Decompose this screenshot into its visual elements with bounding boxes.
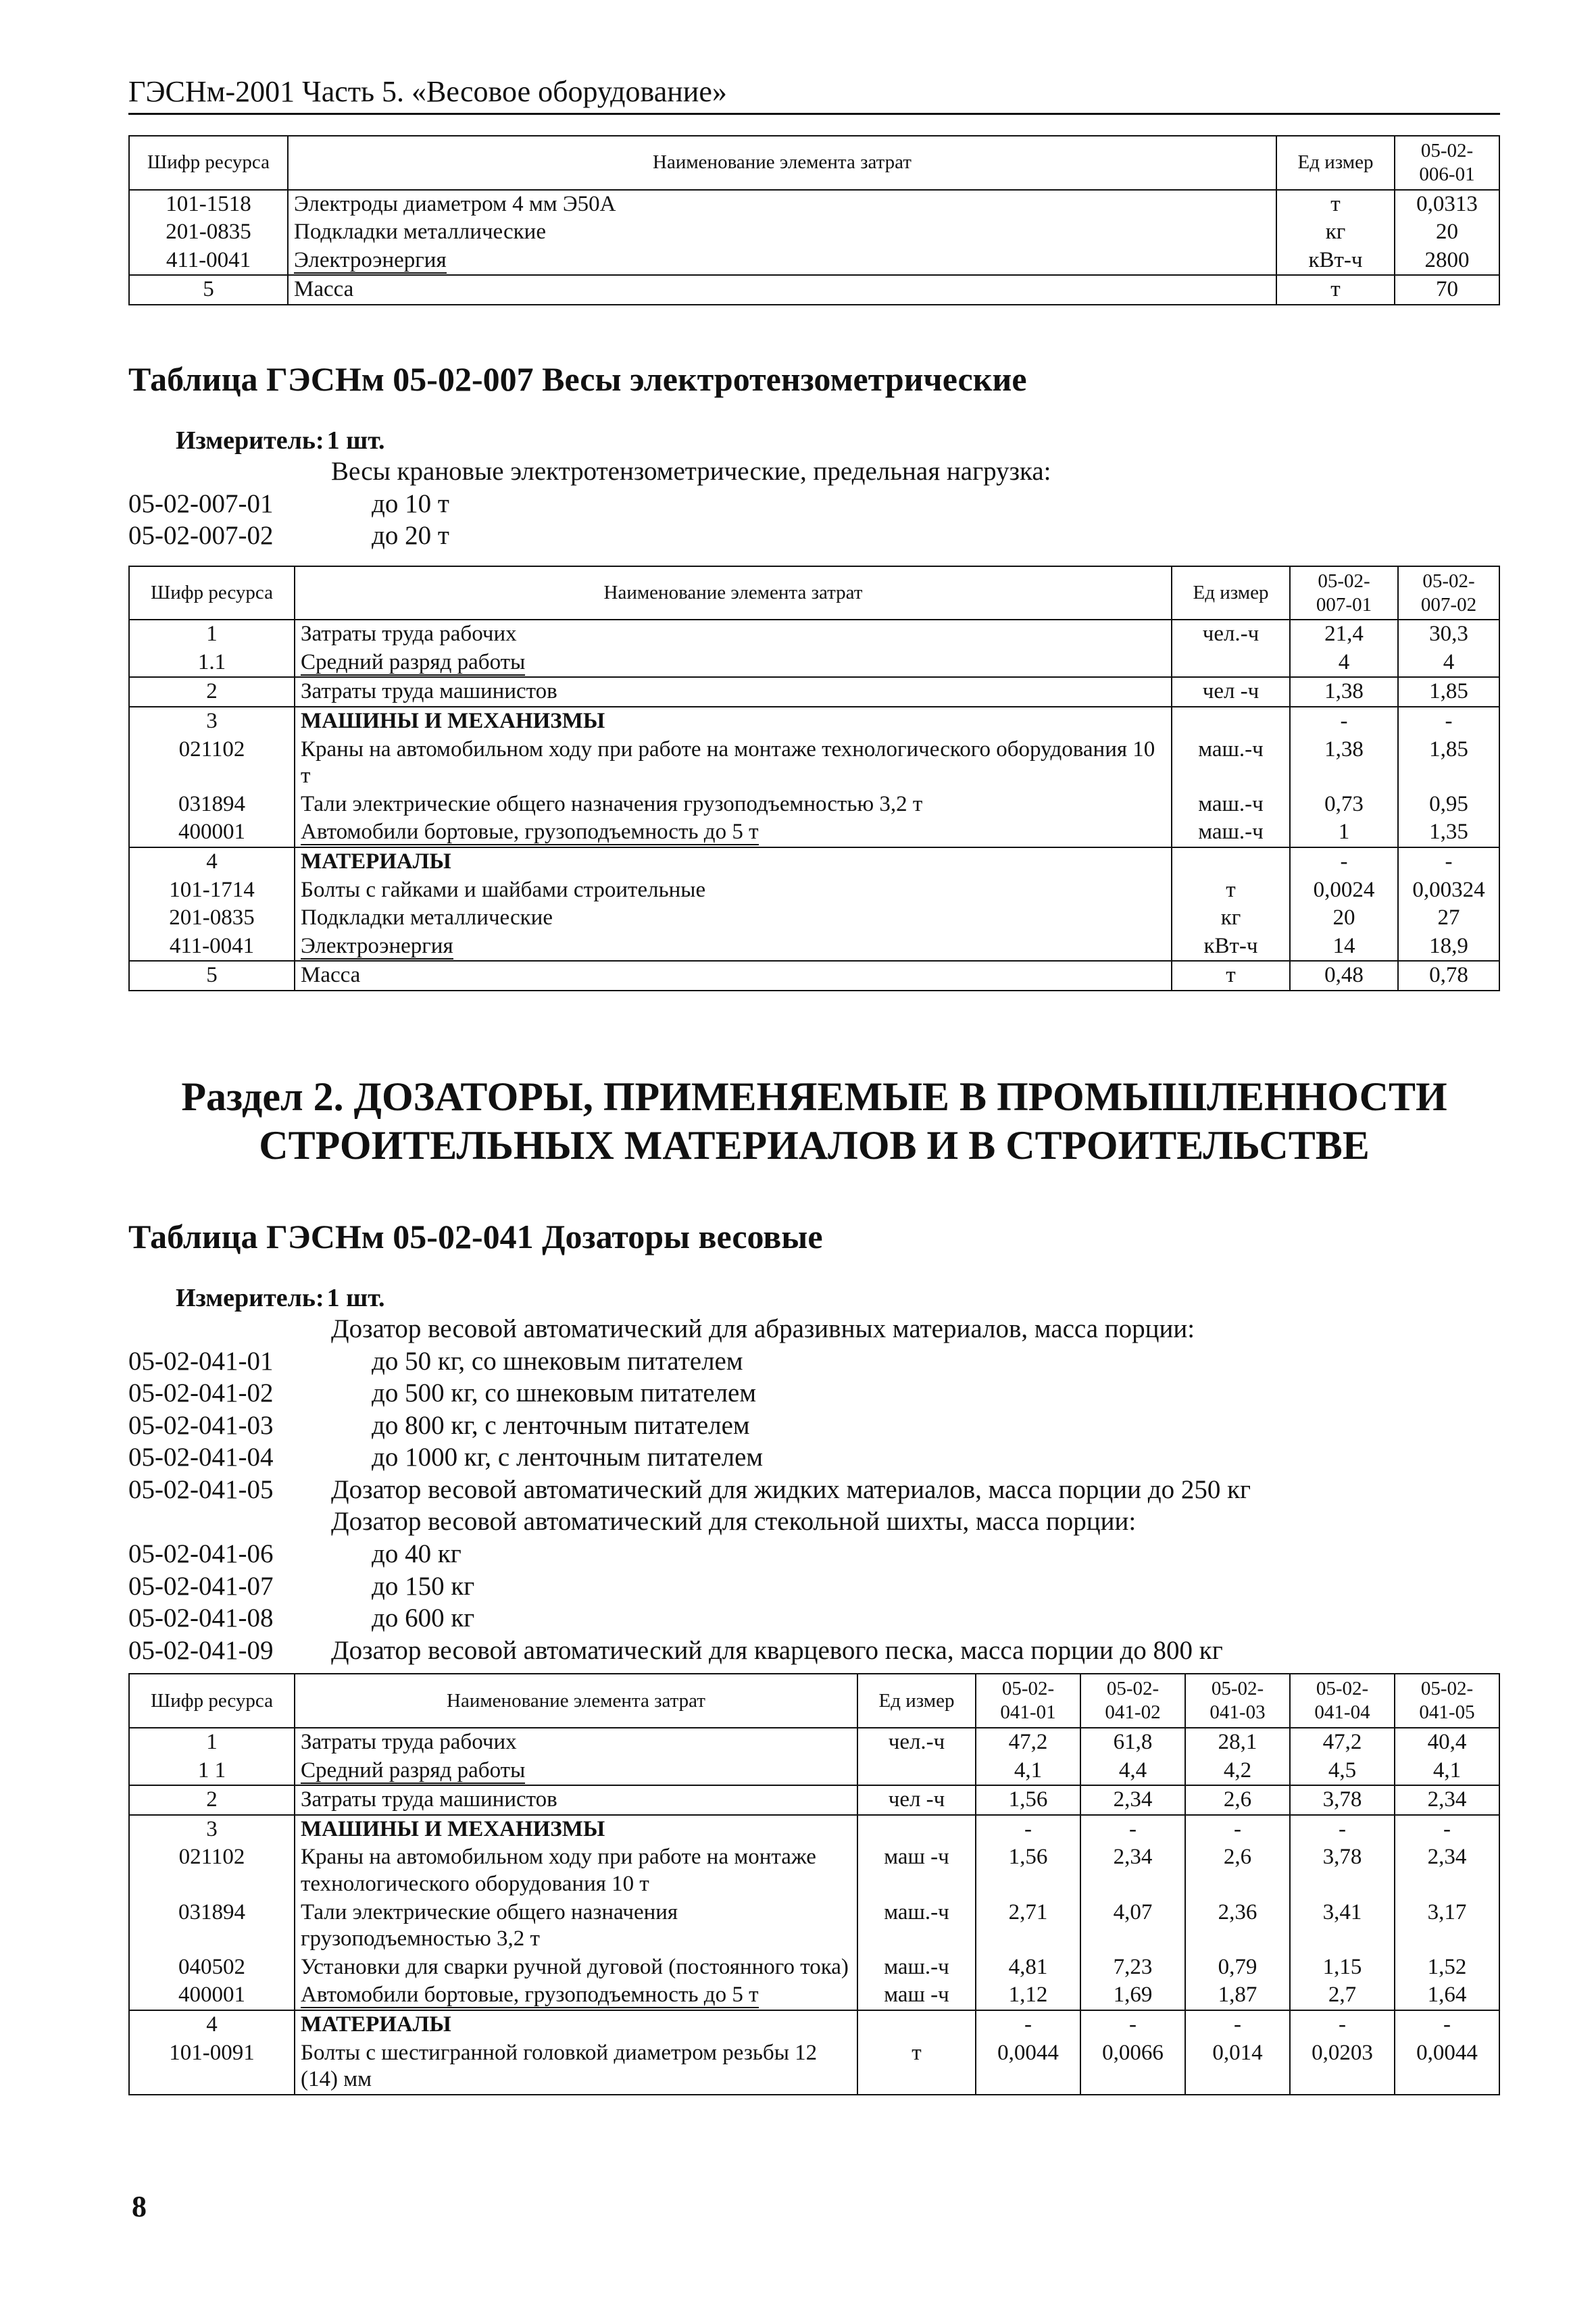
unit: т bbox=[857, 2039, 976, 2095]
resource-code: 021102 bbox=[129, 736, 295, 791]
rate-value: 27 bbox=[1398, 904, 1499, 932]
rate-value: 1,85 bbox=[1398, 736, 1499, 791]
header-rate-column: 05-02- 041-03 bbox=[1185, 1674, 1290, 1728]
element-name bbox=[295, 1981, 857, 2010]
rate-code: 05-02-041-05 bbox=[128, 1474, 274, 1504]
element-name-text: Установки для сварки ручной дуговой (постоянного тока) bbox=[301, 1954, 849, 1979]
header-rate-column: 05-02- 006-01 bbox=[1395, 136, 1499, 190]
element-name bbox=[288, 218, 1276, 247]
resource-code: 101-1518 bbox=[129, 190, 288, 219]
rate-value: - bbox=[1080, 1815, 1185, 1844]
element-name bbox=[295, 932, 1172, 962]
rate-value: - bbox=[976, 1815, 1080, 1844]
rate-description: Дозатор весовой автоматический для кварцевого песка, масса порции до 800 кг bbox=[331, 1635, 1223, 1665]
table-row bbox=[129, 275, 1499, 305]
rate-value: 1,35 bbox=[1398, 818, 1499, 847]
rate-value: - bbox=[1290, 707, 1398, 736]
header-rate-column: 05-02- 041-04 bbox=[1290, 1674, 1395, 1728]
element-name bbox=[295, 1757, 857, 1786]
rate-value: 1,38 bbox=[1290, 736, 1398, 791]
unit: кВт-ч bbox=[1276, 247, 1395, 276]
rate-description: до 500 кг, со шнековым питателем bbox=[372, 1378, 757, 1408]
rate-value: 1,56 bbox=[976, 1785, 1080, 1815]
table-row bbox=[129, 190, 1499, 219]
description-row bbox=[128, 1635, 1500, 1667]
header-name: Наименование элемента затрат bbox=[288, 136, 1276, 190]
resource-code: 031894 bbox=[129, 791, 295, 819]
description-row bbox=[128, 1313, 1500, 1345]
rate-value: 4,1 bbox=[1395, 1757, 1499, 1786]
element-name bbox=[295, 1785, 857, 1815]
rate-code: 05-02-041-01 bbox=[128, 1346, 274, 1376]
header-rate-column: 05-02- 041-05 bbox=[1395, 1674, 1499, 1728]
rate-description: Дозатор весовой автоматический для абразивных материалов, масса порции: bbox=[331, 1314, 1195, 1344]
rate-value: 1,38 bbox=[1290, 677, 1398, 707]
table-row bbox=[129, 620, 1499, 649]
rate-description: до 10 т bbox=[372, 489, 449, 518]
rate-value: 4,4 bbox=[1080, 1757, 1185, 1786]
element-name bbox=[295, 2039, 857, 2095]
element-name bbox=[295, 1953, 857, 1982]
rate-value: 1,64 bbox=[1395, 1981, 1499, 2010]
element-name bbox=[295, 1728, 857, 1757]
element-name bbox=[295, 2010, 857, 2039]
header-rate-column: 05-02- 041-02 bbox=[1080, 1674, 1185, 1728]
description-row bbox=[128, 1570, 1500, 1603]
rate-code: 05-02-041-02 bbox=[128, 1378, 274, 1408]
unit: чел.-ч bbox=[857, 1728, 976, 1757]
resource-code: 201-0835 bbox=[129, 218, 288, 247]
rate-value: 2,71 bbox=[976, 1899, 1080, 1953]
rate-description: Дозатор весовой автоматический для жидких материалов, масса порции до 250 кг bbox=[331, 1474, 1251, 1504]
rate-value: 1,87 bbox=[1185, 1981, 1290, 2010]
element-name-text: Электроэнергия bbox=[294, 247, 447, 272]
rate-description: Весы крановые электротензометрические, предельная нагрузка: bbox=[331, 456, 1051, 486]
rate-value: 1,56 bbox=[976, 1843, 1080, 1898]
unit bbox=[857, 1815, 976, 1844]
page-number: 8 bbox=[132, 2190, 147, 2223]
element-name bbox=[295, 1899, 857, 1953]
table-row bbox=[129, 904, 1499, 932]
element-name-text: Электроды диаметром 4 мм Э50А bbox=[294, 191, 616, 216]
rate-code: 05-02-041-06 bbox=[128, 1539, 274, 1569]
unit bbox=[857, 2010, 976, 2039]
element-name-text: Затраты труда машинистов bbox=[301, 1787, 557, 1812]
element-name-text: МАТЕРИАЛЫ bbox=[301, 849, 451, 874]
element-name-text: Средний разряд работы bbox=[301, 1758, 526, 1783]
element-name-text: Электроэнергия bbox=[301, 933, 453, 958]
rate-value: 28,1 bbox=[1185, 1728, 1290, 1757]
element-name-text: Средний разряд работы bbox=[301, 649, 526, 674]
rate-value: 14 bbox=[1290, 932, 1398, 962]
rate-value: 3,78 bbox=[1290, 1843, 1395, 1898]
element-name bbox=[295, 847, 1172, 876]
description-block-041 bbox=[128, 1313, 1500, 1666]
rate-value: - bbox=[1395, 2010, 1499, 2039]
rate-value: 0,95 bbox=[1398, 791, 1499, 819]
rate-code: 05-02-041-07 bbox=[128, 1571, 274, 1601]
rate-value: 4,1 bbox=[976, 1757, 1080, 1786]
rate-value: 0,0044 bbox=[1395, 2039, 1499, 2095]
rate-description: до 150 кг bbox=[372, 1571, 475, 1601]
rate-value: - bbox=[1395, 1815, 1499, 1844]
rate-value: - bbox=[1290, 2010, 1395, 2039]
cost-table-007 bbox=[128, 566, 1500, 991]
element-name bbox=[295, 876, 1172, 905]
description-row bbox=[128, 1345, 1500, 1378]
table-row bbox=[129, 218, 1499, 247]
unit: т bbox=[1276, 275, 1395, 305]
table-title-041: Таблица ГЭСНм 05-02-041 Дозаторы весовые bbox=[128, 1218, 823, 1256]
table-title-007: Таблица ГЭСНм 05-02-007 Весы электротензометрические bbox=[128, 359, 1027, 398]
table-row bbox=[129, 2039, 1499, 2095]
rate-value: 2,6 bbox=[1185, 1843, 1290, 1898]
table-header-row bbox=[129, 1674, 1499, 1728]
rate-value: 18,9 bbox=[1398, 932, 1499, 962]
resource-code: 411-0041 bbox=[129, 932, 295, 962]
rate-description: до 20 т bbox=[372, 521, 449, 551]
rate-value: - bbox=[976, 2010, 1080, 2039]
rate-value: 20 bbox=[1395, 218, 1499, 247]
header-name: Наименование элемента затрат bbox=[295, 566, 1172, 620]
rate-value: 7,23 bbox=[1080, 1953, 1185, 1982]
unit: маш -ч bbox=[857, 1843, 976, 1898]
unit: чел -ч bbox=[1172, 677, 1290, 707]
rate-value: 3,78 bbox=[1290, 1785, 1395, 1815]
rate-value: 2,34 bbox=[1080, 1843, 1185, 1898]
rate-value: 47,2 bbox=[1290, 1728, 1395, 1757]
rate-value: 0,0066 bbox=[1080, 2039, 1185, 2095]
rate-code: 05-02-041-08 bbox=[128, 1603, 274, 1633]
header-rate-column: 05-02- 007-01 bbox=[1290, 566, 1398, 620]
rate-value: 4,07 bbox=[1080, 1899, 1185, 1953]
rate-value: 1,85 bbox=[1398, 677, 1499, 707]
cost-table-041 bbox=[128, 1673, 1500, 2095]
resource-code: 101-0091 bbox=[129, 2039, 295, 2095]
rate-value: 0,0044 bbox=[976, 2039, 1080, 2095]
header-code: Шифр ресурса bbox=[129, 566, 295, 620]
rate-value: 47,2 bbox=[976, 1728, 1080, 1757]
element-name bbox=[295, 1815, 857, 1844]
table-row bbox=[129, 1815, 1499, 1844]
unit bbox=[1172, 707, 1290, 736]
rate-value: 2,36 bbox=[1185, 1899, 1290, 1953]
element-name-text: Подкладки металлические bbox=[301, 905, 553, 930]
meter-label-041: Измеритель: bbox=[176, 1284, 324, 1313]
header-rate-column: 05-02- 007-02 bbox=[1398, 566, 1499, 620]
unit: маш.-ч bbox=[1172, 736, 1290, 791]
resource-code: 4 bbox=[129, 847, 295, 876]
table-row bbox=[129, 1728, 1499, 1757]
rate-value: - bbox=[1080, 2010, 1185, 2039]
rate-value: - bbox=[1290, 847, 1398, 876]
rate-value: 1,69 bbox=[1080, 1981, 1185, 2010]
resource-code: 031894 bbox=[129, 1899, 295, 1953]
rate-description: до 800 кг, с ленточным питателем bbox=[372, 1410, 750, 1440]
rate-code: 05-02-041-04 bbox=[128, 1443, 274, 1472]
rate-value: 21,4 bbox=[1290, 620, 1398, 649]
description-row bbox=[128, 1505, 1500, 1538]
table-row bbox=[129, 961, 1499, 991]
rate-value: 0,0313 bbox=[1395, 190, 1499, 219]
resource-code: 5 bbox=[129, 961, 295, 991]
rate-description: Дозатор весовой автоматический для стекольной шихты, масса порции: bbox=[331, 1507, 1137, 1537]
resource-code: 021102 bbox=[129, 1843, 295, 1898]
unit: кг bbox=[1276, 218, 1395, 247]
rate-value: 1,15 bbox=[1290, 1953, 1395, 1982]
rate-value: 1 bbox=[1290, 818, 1398, 847]
rate-value: 4,5 bbox=[1290, 1757, 1395, 1786]
element-name bbox=[295, 736, 1172, 791]
description-row bbox=[128, 1441, 1500, 1474]
rate-value: 2,34 bbox=[1080, 1785, 1185, 1815]
rate-description: до 40 кг bbox=[372, 1539, 462, 1569]
table-row bbox=[129, 1953, 1499, 1982]
element-name-text: Автомобили бортовые, грузоподъемность до 5 т bbox=[301, 820, 759, 845]
element-name-text: Тали электрические общего назначения грузоподъемностью 3,2 т bbox=[301, 791, 923, 816]
resource-code: 4 bbox=[129, 2010, 295, 2039]
rate-value: - bbox=[1185, 2010, 1290, 2039]
element-name bbox=[295, 818, 1172, 847]
running-header: ГЭСНм-2001 Часть 5. «Весовое оборудование» bbox=[128, 74, 1500, 115]
table-row bbox=[129, 1843, 1499, 1898]
header-rate-column: 05-02- 041-01 bbox=[976, 1674, 1080, 1728]
unit: маш.-ч bbox=[857, 1899, 976, 1953]
element-name bbox=[295, 620, 1172, 649]
unit: кг bbox=[1172, 904, 1290, 932]
table-row bbox=[129, 736, 1499, 791]
description-row bbox=[128, 488, 1500, 520]
element-name-text: Масса bbox=[294, 277, 354, 302]
element-name-text: Масса bbox=[301, 963, 361, 988]
table-row bbox=[129, 649, 1499, 678]
table-header-row bbox=[129, 566, 1499, 620]
description-row bbox=[128, 1474, 1500, 1506]
element-name-text: МАШИНЫ И МЕХАНИЗМЫ bbox=[301, 1816, 605, 1841]
section-title bbox=[128, 1072, 1500, 1170]
rate-code: 05-02-007-01 bbox=[128, 489, 274, 518]
rate-value: - bbox=[1398, 847, 1499, 876]
rate-value: 0,00324 bbox=[1398, 876, 1499, 905]
unit: маш.-ч bbox=[1172, 818, 1290, 847]
header-code: Шифр ресурса bbox=[129, 136, 288, 190]
rate-value: 3,41 bbox=[1290, 1899, 1395, 1953]
rate-code: 05-02-007-02 bbox=[128, 521, 274, 551]
element-name-text: Краны на автомобильном ходу при работе на монтаже технологического оборудования 10 т bbox=[301, 737, 1155, 789]
element-name-text: Болты с шестигранной головкой диаметром резьбы 12 (14) мм bbox=[301, 2040, 818, 2092]
resource-code: 1.1 bbox=[129, 649, 295, 678]
resource-code: 3 bbox=[129, 1815, 295, 1844]
rate-value: 0,78 bbox=[1398, 961, 1499, 991]
element-name bbox=[295, 649, 1172, 678]
element-name bbox=[295, 677, 1172, 707]
meter-value-007: 1 шт. bbox=[326, 426, 385, 455]
element-name bbox=[288, 190, 1276, 219]
rate-value: 2,34 bbox=[1395, 1843, 1499, 1898]
element-name bbox=[295, 1843, 857, 1898]
rate-description: до 600 кг bbox=[372, 1603, 475, 1633]
header-unit: Ед измер bbox=[1172, 566, 1290, 620]
resource-code: 201-0835 bbox=[129, 904, 295, 932]
description-row bbox=[128, 455, 1500, 488]
unit: маш -ч bbox=[857, 1981, 976, 2010]
resource-code: 3 bbox=[129, 707, 295, 736]
element-name bbox=[295, 904, 1172, 932]
rate-value: 40,4 bbox=[1395, 1728, 1499, 1757]
unit bbox=[1172, 649, 1290, 678]
resource-code: 101-1714 bbox=[129, 876, 295, 905]
table-row bbox=[129, 818, 1499, 847]
rate-code: 05-02-041-09 bbox=[128, 1635, 274, 1665]
table-row bbox=[129, 1899, 1499, 1953]
description-row bbox=[128, 1602, 1500, 1635]
rate-value: 4 bbox=[1290, 649, 1398, 678]
table-row bbox=[129, 847, 1499, 876]
rate-code bbox=[128, 455, 331, 488]
unit: т bbox=[1172, 961, 1290, 991]
element-name bbox=[295, 961, 1172, 991]
resource-code: 1 1 bbox=[129, 1757, 295, 1786]
rate-value: 2,34 bbox=[1395, 1785, 1499, 1815]
rate-value: 0,0203 bbox=[1290, 2039, 1395, 2095]
unit: чел -ч bbox=[857, 1785, 976, 1815]
rate-value: 70 bbox=[1395, 275, 1499, 305]
rate-description: до 1000 кг, с ленточным питателем bbox=[372, 1443, 764, 1472]
rate-value: 4,2 bbox=[1185, 1757, 1290, 1786]
resource-code: 411-0041 bbox=[129, 247, 288, 276]
rate-value: 4 bbox=[1398, 649, 1499, 678]
rate-value: - bbox=[1398, 707, 1499, 736]
rate-value: 20 bbox=[1290, 904, 1398, 932]
table-row bbox=[129, 247, 1499, 276]
element-name-text: Подкладки металлические bbox=[294, 220, 546, 245]
resource-code: 400001 bbox=[129, 818, 295, 847]
description-row bbox=[128, 1410, 1500, 1442]
rate-value: 3,17 bbox=[1395, 1899, 1499, 1953]
resource-code: 5 bbox=[129, 275, 288, 305]
rate-value: 2,7 bbox=[1290, 1981, 1395, 2010]
resource-code: 1 bbox=[129, 620, 295, 649]
unit: маш.-ч bbox=[1172, 791, 1290, 819]
element-name-text: МАШИНЫ И МЕХАНИЗМЫ bbox=[301, 709, 605, 734]
rate-value: 2,6 bbox=[1185, 1785, 1290, 1815]
meter-label-007: Измеритель: bbox=[176, 426, 324, 455]
cost-table-006 bbox=[128, 135, 1500, 305]
rate-code bbox=[128, 1505, 331, 1538]
rate-value: 1,52 bbox=[1395, 1953, 1499, 1982]
description-row bbox=[128, 520, 1500, 552]
rate-value: 2800 bbox=[1395, 247, 1499, 276]
document-page bbox=[128, 74, 1500, 2095]
rate-value: 0,48 bbox=[1290, 961, 1398, 991]
rate-value: 0,0024 bbox=[1290, 876, 1398, 905]
unit: т bbox=[1276, 190, 1395, 219]
unit: чел.-ч bbox=[1172, 620, 1290, 649]
element-name bbox=[288, 275, 1276, 305]
table-row bbox=[129, 2010, 1499, 2039]
unit: кВт-ч bbox=[1172, 932, 1290, 962]
element-name-text: Затраты труда машинистов bbox=[301, 679, 557, 704]
rate-code: 05-02-041-03 bbox=[128, 1410, 274, 1440]
resource-code: 040502 bbox=[129, 1953, 295, 1982]
resource-code: 400001 bbox=[129, 1981, 295, 2010]
element-name-text: Краны на автомобильном ходу при работе на монтаже технологического оборудования 10 т bbox=[301, 1845, 816, 1896]
rate-value: 30,3 bbox=[1398, 620, 1499, 649]
table-header-row bbox=[129, 136, 1499, 190]
meter-value-041: 1 шт. bbox=[326, 1284, 385, 1313]
table-row bbox=[129, 1785, 1499, 1815]
header-code: Шифр ресурса bbox=[129, 1674, 295, 1728]
element-name-text: Болты с гайками и шайбами строительные bbox=[301, 877, 706, 902]
header-name: Наименование элемента затрат bbox=[295, 1674, 857, 1728]
resource-code: 2 bbox=[129, 1785, 295, 1815]
table-row bbox=[129, 791, 1499, 819]
element-name bbox=[295, 707, 1172, 736]
table-row bbox=[129, 1757, 1499, 1786]
table-row bbox=[129, 1981, 1499, 2010]
rate-value: 0,79 bbox=[1185, 1953, 1290, 1982]
rate-value: 4,81 bbox=[976, 1953, 1080, 1982]
rate-code bbox=[128, 1313, 331, 1345]
element-name bbox=[295, 791, 1172, 819]
description-block-007 bbox=[128, 455, 1500, 552]
rate-value: 1,12 bbox=[976, 1981, 1080, 2010]
element-name bbox=[288, 247, 1276, 276]
table-row bbox=[129, 677, 1499, 707]
element-name-text: Автомобили бортовые, грузоподъемность до 5 т bbox=[301, 1983, 759, 2008]
description-row bbox=[128, 1538, 1500, 1570]
unit: маш.-ч bbox=[857, 1953, 976, 1982]
resource-code: 1 bbox=[129, 1728, 295, 1757]
table-row bbox=[129, 707, 1499, 736]
header-unit: Ед измер bbox=[1276, 136, 1395, 190]
unit: т bbox=[1172, 876, 1290, 905]
rate-description: до 50 кг, со шнековым питателем bbox=[372, 1346, 743, 1376]
element-name-text: Тали электрические общего назначения грузоподъемностью 3,2 т bbox=[301, 1899, 678, 1951]
element-name-text: Затраты труда рабочих bbox=[301, 622, 517, 647]
unit bbox=[857, 1757, 976, 1786]
unit bbox=[1172, 847, 1290, 876]
description-row bbox=[128, 1377, 1500, 1410]
rate-value: 61,8 bbox=[1080, 1728, 1185, 1757]
rate-value: - bbox=[1290, 1815, 1395, 1844]
section-title-line-2: СТРОИТЕЛЬНЫХ МАТЕРИАЛОВ И В СТРОИТЕЛЬСТВЕ bbox=[259, 1123, 1370, 1168]
rate-value: - bbox=[1185, 1815, 1290, 1844]
table-row bbox=[129, 932, 1499, 962]
resource-code: 2 bbox=[129, 677, 295, 707]
rate-value: 0,014 bbox=[1185, 2039, 1290, 2095]
element-name-text: МАТЕРИАЛЫ bbox=[301, 2012, 451, 2037]
rate-value: 0,73 bbox=[1290, 791, 1398, 819]
table-row bbox=[129, 876, 1499, 905]
section-title-line-1: Раздел 2. ДОЗАТОРЫ, ПРИМЕНЯЕМЫЕ В ПРОМЫШЛЕННОСТИ bbox=[181, 1074, 1447, 1120]
header-unit: Ед измер bbox=[857, 1674, 976, 1728]
element-name-text: Затраты труда рабочих bbox=[301, 1729, 517, 1754]
